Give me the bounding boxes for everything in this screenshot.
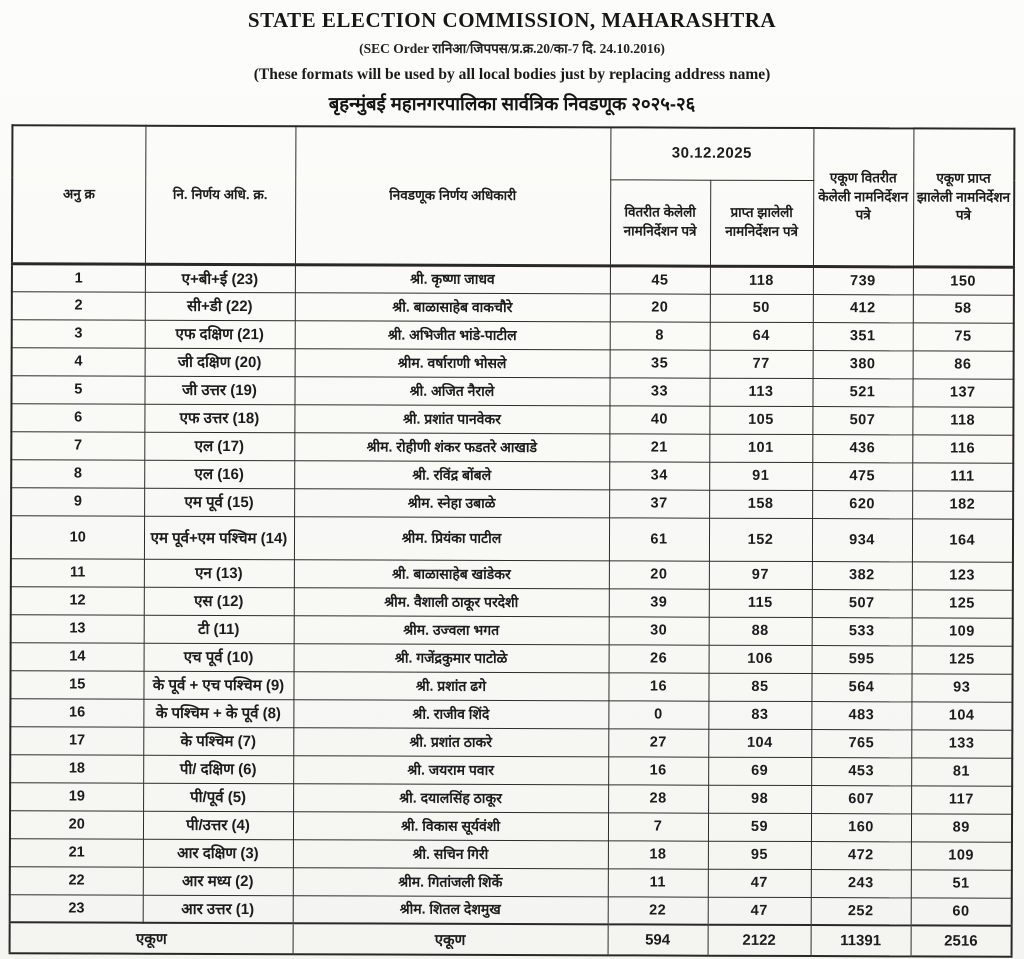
sr-no-cell: 2 (12, 291, 145, 319)
header-sr-no: अनु क्र (12, 125, 145, 263)
total-distributed-cell: 765 (811, 729, 911, 757)
total-received-cell: 125 (912, 645, 1013, 673)
officer-name-cell: श्री. बाळासाहेब खांडेकर (294, 559, 609, 588)
total-distributed-cell: 533 (812, 617, 912, 645)
officer-name-cell: श्री. प्रशांत ढगे (293, 671, 608, 700)
sr-no-cell: 4 (12, 347, 145, 375)
total-received-cell: 109 (911, 841, 1012, 869)
received-cell: 152 (709, 518, 812, 561)
total-distributed-cell: 507 (812, 406, 912, 434)
officer-name-cell: श्रीम. वर्षाराणी भोसले (295, 348, 610, 377)
ward-code-cell: जी उत्तर (19) (144, 376, 294, 405)
distributed-cell: 34 (609, 461, 709, 489)
received-cell: 50 (710, 294, 813, 322)
officer-name-cell: श्री. अभिजीत भांडे-पाटील (295, 320, 610, 349)
ward-code-cell: आर मध्य (2) (143, 867, 293, 896)
distributed-cell: 27 (608, 728, 708, 756)
ward-code-cell: आर दक्षिण (3) (143, 839, 293, 868)
total-label-right: एकूण (293, 923, 608, 955)
officer-name-cell: श्री. प्रशांत ठाकरे (293, 727, 608, 756)
total-distributed-cell: 252 (811, 897, 911, 925)
distributed-cell: 16 (608, 672, 708, 700)
ward-code-cell: पी/ दक्षिण (6) (143, 755, 293, 784)
distributed-cell: 16 (608, 756, 708, 784)
distributed-cell: 61 (609, 517, 709, 560)
ward-code-cell: एल (16) (144, 460, 294, 489)
ward-code-cell: जी दक्षिण (20) (145, 348, 295, 377)
table-row (12, 319, 1014, 350)
officer-name-cell: श्रीम. वैशाली ठाकूर परदेशी (294, 587, 609, 616)
sr-no-cell: 23 (10, 894, 143, 922)
distributed-cell: 18 (608, 840, 708, 868)
header-total-received: एकूण प्राप्त झालेली नामनिर्देशन पत्रे (913, 128, 1014, 266)
sr-no-cell: 1 (12, 263, 145, 291)
total-received-cell: 125 (912, 589, 1013, 617)
ward-code-cell: के पश्चिम (7) (143, 727, 293, 756)
total-received-cell: 111 (912, 462, 1013, 490)
sr-no-cell: 11 (11, 558, 144, 586)
header-ward-code: नि. निर्णय अधि. क्र. (145, 126, 295, 265)
table-row (11, 515, 1013, 561)
sr-no-cell: 3 (12, 319, 145, 347)
total-received-cell: 60 (911, 897, 1012, 925)
header-returning-officer: निवडणूक निर्णय अधिकारी (295, 126, 610, 265)
received-cell: 104 (708, 729, 811, 757)
total-distributed-cell: 475 (812, 462, 912, 490)
table-row (10, 866, 1012, 897)
received-cell: 47 (708, 897, 811, 925)
received-cell: 59 (708, 813, 811, 841)
table-header (12, 125, 1014, 266)
header-total-distributed: एकूण वितरीत केलेली नामनिर्देशन पत्रे (813, 128, 913, 266)
received-cell: 85 (708, 673, 811, 701)
received-cell: 98 (708, 785, 811, 813)
table-row (10, 726, 1012, 757)
officer-name-cell: श्री. बाळासाहेब वाकचौरे (295, 292, 610, 321)
received-cell: 77 (710, 350, 813, 378)
distributed-cell: 39 (609, 588, 709, 616)
distributed-cell: 30 (609, 616, 709, 644)
sr-no-cell: 10 (11, 515, 144, 558)
ward-code-cell: ए+बी+ई (23) (145, 264, 295, 293)
ward-code-cell: एम पूर्व+एम पश्चिम (14) (144, 516, 294, 560)
distributed-cell: 8 (610, 321, 710, 349)
total-distributed-cell: 739 (813, 266, 913, 294)
total-label-left: एकूण (10, 922, 293, 954)
total-distributed-cell: 483 (811, 701, 911, 729)
sr-no-cell: 21 (10, 838, 143, 866)
grand-total-received-value: 2516 (911, 925, 1012, 956)
total-received-cell: 133 (911, 729, 1012, 757)
table-row (12, 263, 1014, 294)
distributed-cell: 22 (608, 896, 708, 924)
table-row (10, 754, 1012, 785)
officer-name-cell: श्री. रविंद्र बोंबले (294, 460, 609, 489)
sr-no-cell: 18 (10, 754, 143, 782)
officer-name-cell: श्रीम. प्रियंका पाटील (294, 516, 609, 560)
distributed-cell: 45 (610, 265, 710, 293)
table-row (11, 558, 1013, 589)
officer-name-cell: श्रीम. स्नेहा उबाळे (294, 488, 609, 517)
table-row (11, 375, 1013, 406)
total-received-cell: 150 (913, 266, 1014, 294)
sr-no-cell: 5 (11, 375, 144, 403)
total-received-cell: 89 (911, 813, 1012, 841)
table-row (11, 586, 1013, 617)
received-cell: 69 (708, 757, 811, 785)
distributed-cell: 28 (608, 784, 708, 812)
table-row (11, 459, 1013, 490)
total-received-cell: 164 (912, 518, 1013, 561)
ward-code-cell: एन (13) (144, 559, 294, 588)
total-distributed-cell: 595 (812, 645, 912, 673)
table-row (11, 614, 1013, 645)
table-row (11, 403, 1013, 434)
election-title-line: बृहन्मुंबई महानगरपालिका सार्वत्रिक निवडणूक २०२५-२६ (328, 93, 696, 114)
total-received-cell: 137 (912, 378, 1013, 406)
total-received-cell: 117 (911, 785, 1012, 813)
ward-code-cell: आर उत्तर (1) (143, 895, 293, 924)
received-cell: 88 (709, 617, 812, 645)
commission-title: STATE ELECTION COMMISSION, MAHARASHTRA (247, 8, 777, 32)
table-row (11, 642, 1013, 673)
sr-no-cell: 7 (11, 431, 144, 459)
received-cell: 118 (710, 266, 813, 294)
total-received-cell: 51 (911, 869, 1012, 897)
officer-name-cell: श्री. कृष्णा जाधव (295, 264, 610, 293)
total-distributed-cell: 351 (813, 322, 913, 350)
grand-total-distributed-value: 11391 (811, 925, 911, 956)
officer-name-cell: श्री. विकास सूर्यवंशी (293, 811, 608, 840)
received-cell: 105 (709, 406, 812, 434)
total-distributed-cell: 436 (812, 434, 912, 462)
officer-name-cell: श्रीम. गितांजली शिर्के (293, 867, 608, 896)
received-cell: 91 (709, 462, 812, 490)
received-cell: 64 (710, 322, 813, 350)
distributed-cell: 7 (608, 812, 708, 840)
total-distributed-cell: 243 (811, 869, 911, 897)
officer-name-cell: श्री. प्रशांत पानवेकर (294, 404, 609, 433)
total-distributed-cell: 607 (811, 785, 911, 813)
total-received-cell: 109 (912, 617, 1013, 645)
total-distributed-cell: 412 (813, 294, 913, 322)
total-distributed-cell: 521 (812, 378, 912, 406)
table-row (12, 347, 1014, 378)
table-footer (10, 922, 1012, 956)
received-cell: 158 (709, 490, 812, 518)
received-cell: 83 (708, 701, 811, 729)
ward-code-cell: टी (11) (144, 615, 294, 644)
sr-no-cell: 15 (10, 670, 143, 698)
format-note-line: (These formats will be used by all local bodies just by replacing address name) (253, 66, 771, 83)
distributed-cell: 20 (610, 293, 710, 321)
officer-name-cell: श्री. गजेंद्रकुमार पाटोळे (294, 643, 609, 672)
officer-name-cell: श्री. दयालसिंह ठाकूर (293, 783, 608, 812)
received-cell: 95 (708, 841, 811, 869)
header-distributed: वितरीत केलेली नामनिर्देशन पत्रे (610, 179, 710, 265)
sr-no-cell: 9 (11, 487, 144, 515)
total-distributed-value: 594 (608, 924, 708, 955)
total-distributed-cell: 380 (813, 350, 913, 378)
total-distributed-cell: 507 (812, 589, 912, 617)
total-received-value: 2122 (708, 925, 811, 956)
total-received-cell: 182 (912, 490, 1013, 518)
table-row (12, 291, 1014, 322)
total-received-cell: 116 (912, 434, 1013, 462)
received-cell: 47 (708, 869, 811, 897)
sec-order-line: (SEC Order रानिआ/जिपपस/प्र.क्र.20/का-7 दि. 24.10.2016) (359, 41, 665, 56)
distributed-cell: 40 (609, 405, 709, 433)
ward-code-cell: पी/पूर्व (5) (143, 783, 293, 812)
table-row (10, 670, 1012, 701)
distributed-cell: 35 (610, 349, 710, 377)
total-distributed-cell: 382 (812, 561, 912, 589)
distributed-cell: 21 (609, 433, 709, 461)
ward-code-cell: के पश्चिम + के पूर्व (8) (143, 699, 293, 728)
officer-name-cell: श्रीम. उज्वला भगत (294, 615, 609, 644)
distributed-cell: 0 (608, 700, 708, 728)
total-distributed-cell: 453 (811, 757, 911, 785)
officer-name-cell: श्री. अजित नैराले (294, 376, 609, 405)
total-distributed-cell: 934 (812, 518, 912, 561)
sr-no-cell: 16 (10, 698, 143, 726)
ward-code-cell: सी+डी (22) (145, 292, 295, 321)
officer-name-cell: श्रीम. शितल देशमुख (293, 895, 608, 924)
total-distributed-cell: 472 (811, 841, 911, 869)
header-date-group: 30.12.2025 (610, 127, 813, 180)
officer-name-cell: श्री. सचिन गिरी (293, 839, 608, 868)
total-distributed-cell: 564 (811, 673, 911, 701)
total-received-cell: 75 (913, 322, 1014, 350)
sr-no-cell: 14 (11, 642, 144, 670)
total-distributed-cell: 160 (811, 813, 911, 841)
sr-no-cell: 20 (10, 810, 143, 838)
ward-code-cell: एस (12) (144, 587, 294, 616)
total-received-cell: 58 (913, 294, 1014, 322)
total-distributed-cell: 620 (812, 490, 912, 518)
ward-code-cell: एम पूर्व (15) (144, 488, 294, 517)
received-cell: 106 (709, 645, 812, 673)
officer-name-cell: श्री. जयराम पवार (293, 755, 608, 784)
header-received: प्राप्त झालेली नामनिर्देशन पत्रे (710, 180, 813, 266)
sr-no-cell: 22 (10, 866, 143, 894)
officer-name-cell: श्री. राजीव शिंदे (293, 699, 608, 728)
table-row (10, 838, 1012, 869)
document-header (0, 8, 1024, 116)
distributed-cell: 37 (609, 489, 709, 517)
officer-name-cell: श्रीम. रोहीणी शंकर फडतरे आखाडे (294, 432, 609, 461)
received-cell: 101 (709, 434, 812, 462)
sr-no-cell: 17 (10, 726, 143, 754)
received-cell: 113 (709, 378, 812, 406)
table-body (10, 263, 1014, 925)
total-received-cell: 93 (911, 673, 1012, 701)
sr-no-cell: 8 (11, 459, 144, 487)
received-cell: 115 (709, 589, 812, 617)
total-received-cell: 118 (912, 406, 1013, 434)
ward-code-cell: के पूर्व + एच पश्चिम (9) (143, 671, 293, 700)
table-row (11, 431, 1013, 462)
sr-no-cell: 19 (10, 782, 143, 810)
distributed-cell: 20 (609, 560, 709, 588)
table-row (10, 894, 1012, 925)
table-row (10, 698, 1012, 729)
distributed-cell: 26 (609, 644, 709, 672)
total-received-cell: 104 (911, 701, 1012, 729)
received-cell: 97 (709, 561, 812, 589)
total-received-cell: 123 (912, 561, 1013, 589)
sr-no-cell: 13 (11, 614, 144, 642)
sr-no-cell: 12 (11, 586, 144, 614)
ward-code-cell: एच पूर्व (10) (144, 643, 294, 672)
table-row (10, 782, 1012, 813)
total-received-cell: 86 (913, 350, 1014, 378)
total-received-cell: 81 (911, 757, 1012, 785)
ward-code-cell: एल (17) (144, 432, 294, 461)
distributed-cell: 11 (608, 868, 708, 896)
sr-no-cell: 6 (11, 403, 144, 431)
nomination-statistics-table (9, 124, 1016, 957)
table-row (11, 487, 1013, 518)
ward-code-cell: एफ उत्तर (18) (144, 404, 294, 433)
ward-code-cell: पी/उत्तर (4) (143, 811, 293, 840)
table-row (10, 810, 1012, 841)
ward-code-cell: एफ दक्षिण (21) (145, 320, 295, 349)
distributed-cell: 33 (609, 377, 709, 405)
total-row (10, 922, 1012, 956)
